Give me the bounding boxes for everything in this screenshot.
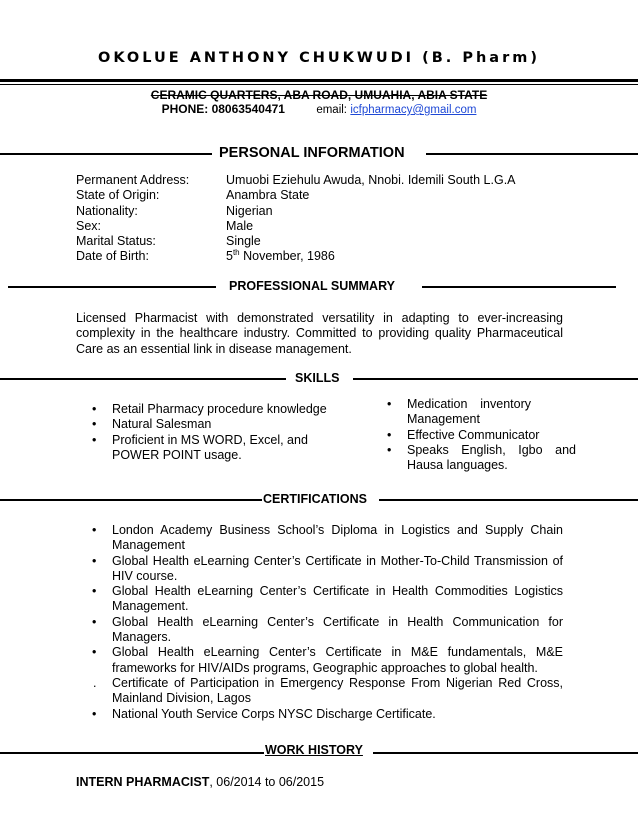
list-item: • Global Health eLearning Center’s Certificate in Mother-To-Child Transmission of HIV course.	[90, 554, 563, 585]
info-value: Nigerian	[226, 203, 273, 218]
job-period: , 06/2014 to 06/2015	[209, 775, 325, 789]
list-item: . Certificate of Participation in Emergency Response From Nigerian Red Cross, Mainland Division, Lagos	[90, 676, 563, 707]
list-item: • London Academy Business School’s Diploma in Logistics and Supply Chain Management	[90, 523, 563, 554]
list-item: • Global Health eLearning Center’s Certificate in M&E fundamentals, M&E frameworks for HIV/AIDs programs, Geographic approaches to global health.	[90, 645, 563, 676]
info-label: Nationality:	[76, 203, 138, 218]
section-title-skills: SKILLS	[295, 371, 340, 385]
email-link[interactable]: icfpharmacy@gmail.com	[350, 104, 477, 116]
section-title-personal: PERSONAL INFORMATION	[219, 145, 405, 161]
list-item: • Retail Pharmacy procedure knowledge	[90, 402, 334, 417]
info-label: State of Origin:	[76, 188, 160, 203]
list-item: • Global Health eLearning Center’s Certificate in Health Commodities Logistics Management.	[90, 584, 563, 615]
list-item: • Effective Communicator	[385, 428, 576, 443]
list-item: • Speaks English, Igbo and Hausa languages.	[385, 443, 576, 474]
section-heading-personal	[0, 143, 638, 163]
dob-day: 5	[226, 249, 233, 264]
info-label: Permanent Address:	[76, 173, 190, 187]
info-label: Marital Status:	[76, 234, 156, 249]
list-item: • Global Health eLearning Center’s Certificate in Health Communication for Managers.	[90, 615, 563, 646]
info-value-dob	[226, 249, 335, 264]
section-heading-certifications	[0, 489, 638, 509]
section-title-certifications: CERTIFICATIONS	[263, 492, 367, 506]
info-value: Anambra State	[226, 188, 310, 203]
header-rule-bottom	[0, 84, 638, 85]
list-item: • Medication inventory Management	[385, 397, 576, 428]
candidate-name: OKOLUE ANTHONY CHUKWUDI (B. Pharm)	[98, 50, 540, 66]
info-label: Date of Birth:	[76, 249, 149, 264]
summary-paragraph: Licensed Pharmacist with demonstrated versatility in adapting to ever-increasing complexity in the healthcare industry. Committed to providing quality Pharmaceutical Care as an essential link in disease management.	[76, 311, 563, 356]
skills-list-right	[385, 397, 576, 473]
section-heading-work	[0, 740, 638, 760]
work-entry	[76, 775, 324, 789]
certifications-list	[90, 523, 563, 722]
phone-number: PHONE: 08063540471	[161, 102, 285, 116]
dob-rest: November, 1986	[239, 249, 335, 264]
info-value: Male	[226, 218, 254, 233]
section-title-work: WORK HISTORY	[265, 743, 363, 757]
skills-list-left	[90, 402, 334, 463]
section-heading-skills	[0, 368, 638, 388]
info-label: Sex:	[76, 218, 102, 233]
list-item: • Proficient in MS WORD, Excel, and POWER POINT usage.	[90, 433, 334, 464]
info-value: Single	[226, 234, 261, 249]
info-value: Umuobi Eziehulu Awuda, Nnobi. Idemili South L.G.A	[226, 173, 516, 187]
list-item: • Natural Salesman	[90, 417, 334, 432]
email-label: email:	[316, 104, 348, 116]
section-title-summary: PROFESSIONAL SUMMARY	[229, 279, 395, 293]
dob-ordinal: th	[232, 248, 240, 258]
job-title: INTERN PHARMACIST	[76, 775, 210, 789]
contact-line	[0, 102, 638, 116]
list-item: • National Youth Service Corps NYSC Discharge Certificate.	[90, 707, 563, 722]
section-heading-summary	[0, 276, 638, 296]
header-rule-top	[0, 79, 638, 82]
address-line: CERAMIC QUARTERS, ABA ROAD, UMUAHIA, ABIA STATE	[150, 88, 488, 102]
